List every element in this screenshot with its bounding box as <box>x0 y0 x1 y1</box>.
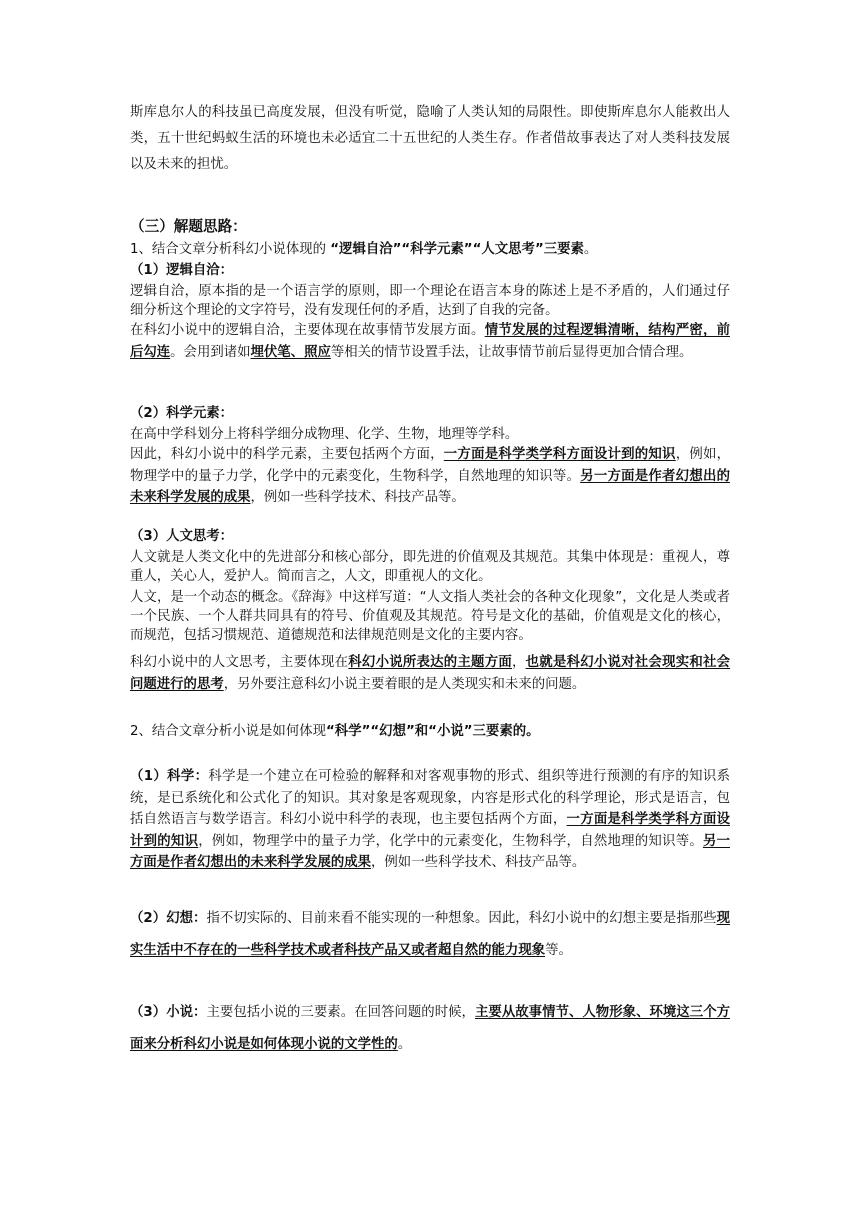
q2-fantasy-key: 现实生活中不存在的一些科学技术或者科技产品又或者超自然的能力现象 <box>130 911 730 958</box>
logic-key-point: 情节发展的过程逻辑清晰，结构严密，前后勾连 <box>130 323 731 360</box>
science-in-scifi <box>130 444 730 509</box>
humanity-theme: 科幻小说所表达的主题方面 <box>348 655 512 670</box>
logic-text-b: 。会用到诸如 <box>170 344 251 360</box>
science-title: （2）科学元素： <box>130 406 234 421</box>
science-text-a: 因此，科幻小说中的科学元素，主要包括两个方面， <box>130 447 444 462</box>
q2-science-text-a: 科学是一个建立在可检验的解释和对客观事物的形式、组织等进行预测的有序的知识系统，是已系统化和公式化了的知识。其对象是客观现象，内容是形式化的科学理论，形式是语言，包括自然语言与数学语言。科幻小说中科学的表现，也主要包括两个方面， <box>130 769 730 827</box>
q2-fantasy-text-a: 指不切实际的、目前来看不能实现的一种想象。因此，科幻小说中的幻想主要是指那些 <box>206 911 717 926</box>
question-1-suffix: 。 <box>583 242 598 257</box>
logic-in-scifi <box>130 320 730 363</box>
humanity-reflection: 也就是科幻小说对社会现实和社会问题进行的思考 <box>130 655 731 692</box>
humanity-text-a: 科幻小说中的人文思考，主要体现在 <box>130 655 349 670</box>
q2-science-paragraph <box>130 766 730 874</box>
science-text-b: ，例如，物理学中的量子力学，化学中的元素变化，生物科学，自然地理的知识等。 <box>130 447 731 484</box>
question-2-prefix: 2、结合文章分析小说是如何体现 <box>130 724 326 739</box>
logic-title: （1）逻辑自洽： <box>130 263 234 278</box>
question-1-elements: “逻辑自洽”“科学元素”“人文思考”三要素 <box>330 242 584 257</box>
humanity-text-b: ， <box>512 655 526 670</box>
question-1-prefix: 1、结合文章分析科幻小说体现的 <box>130 242 331 257</box>
logic-techniques: 埋伏笔、照应 <box>250 344 331 360</box>
q2-science-text-b: ，例如，物理学中的量子力学，化学中的元素变化，生物科学，自然地理的知识等。 <box>198 833 703 849</box>
humanity-title: （3）人文思考： <box>130 529 234 544</box>
q2-novel-paragraph <box>130 997 730 1061</box>
science-aspect-1: 一方面是科学类学科方面设计到的知识 <box>443 447 676 462</box>
q2-science-aspect-1: 一方面是科学类学科方面设计到的知识 <box>130 812 730 849</box>
question-1 <box>130 240 730 260</box>
q2-novel-key: 主要从故事情节、人物形象、环境这三个方面来分析科幻小说是如何体现小说的文学性的 <box>130 1005 731 1052</box>
humanity-definition: 人文就是人类文化中的先进部分和核心部分，即先进的价值观及其规范。其集中体现是：重视人，尊重人，关心人，爱护人。简而言之，人文，即重视人的文化。 <box>130 550 730 584</box>
logic-text-c: 等相关的情节设置手法，让故事情节前后显得更加合情合理。 <box>330 344 693 360</box>
science-text-c: ，例如一些科学技术、科技产品等。 <box>250 490 465 505</box>
q2-science-aspect-2: 另一方面是作者幻想出的未来科学发展的成果 <box>130 833 731 870</box>
q2-fantasy-title: （2）幻想： <box>130 911 207 926</box>
logic-text-a: 在科幻小说中的逻辑自洽，主要体现在故事情节发展方面。 <box>130 323 485 338</box>
q2-novel-title: （3）小说： <box>130 1005 207 1020</box>
q2-novel-text-b: 。 <box>397 1037 412 1052</box>
q2-fantasy-text-b: 等。 <box>545 943 572 958</box>
question-2-elements: “科学”“幻想”和“小说”三要素的。 <box>326 724 540 739</box>
q2-novel-text-a: 主要包括小说的三要素。在回答问题的时候， <box>206 1005 475 1020</box>
logic-definition: 逻辑自洽，原本指的是一个语言学的原则，即一个理论在语言本身的陈述上是不矛盾的，人们通过仔细分析这个理论的文字符号，没有发现任何的矛盾，达到了自我的完备。 <box>130 284 730 318</box>
humanity-text-c: ，另外要注意科幻小说主要着眼的是人类现实和未来的问题。 <box>223 676 586 692</box>
science-subjects: 在高中学科划分上将科学细分成物理、化学、生物，地理等学科。 <box>130 427 519 442</box>
q2-science-text-c: ，例如一些科学技术、科技产品等。 <box>371 855 586 870</box>
humanity-concept: 人文，是一个动态的概念。《辞海》中这样写道：“人文指人类社会的各种文化现象”，文化是人类或者一个民族、一个人群共同具有的符号、价值观及其规范。符号是文化的基础，价值观是文化的核心，而规范，包括习惯规范、道德规范和法律规范则是文化的主要内容。 <box>130 590 730 643</box>
q2-fantasy-paragraph <box>130 903 730 967</box>
section-heading: （三）解题思路： <box>130 218 247 235</box>
question-2 <box>130 722 730 742</box>
q2-science-title: （1）科学： <box>130 769 209 784</box>
science-aspect-2: 另一方面是作者幻想出的未来科学发展的成果 <box>130 468 730 505</box>
humanity-in-scifi <box>130 652 730 695</box>
intro-paragraph: 斯库息尔人的科技虽已高度发展，但没有听觉，隐喻了人类认知的局限性。即使斯库息尔人能救出人类，五十世纪蚂蚁生活的环境也未必适宜二十五世纪的人类生存。作者借故事表达了对人类科技发展以及未来的担忧。 <box>130 105 730 172</box>
